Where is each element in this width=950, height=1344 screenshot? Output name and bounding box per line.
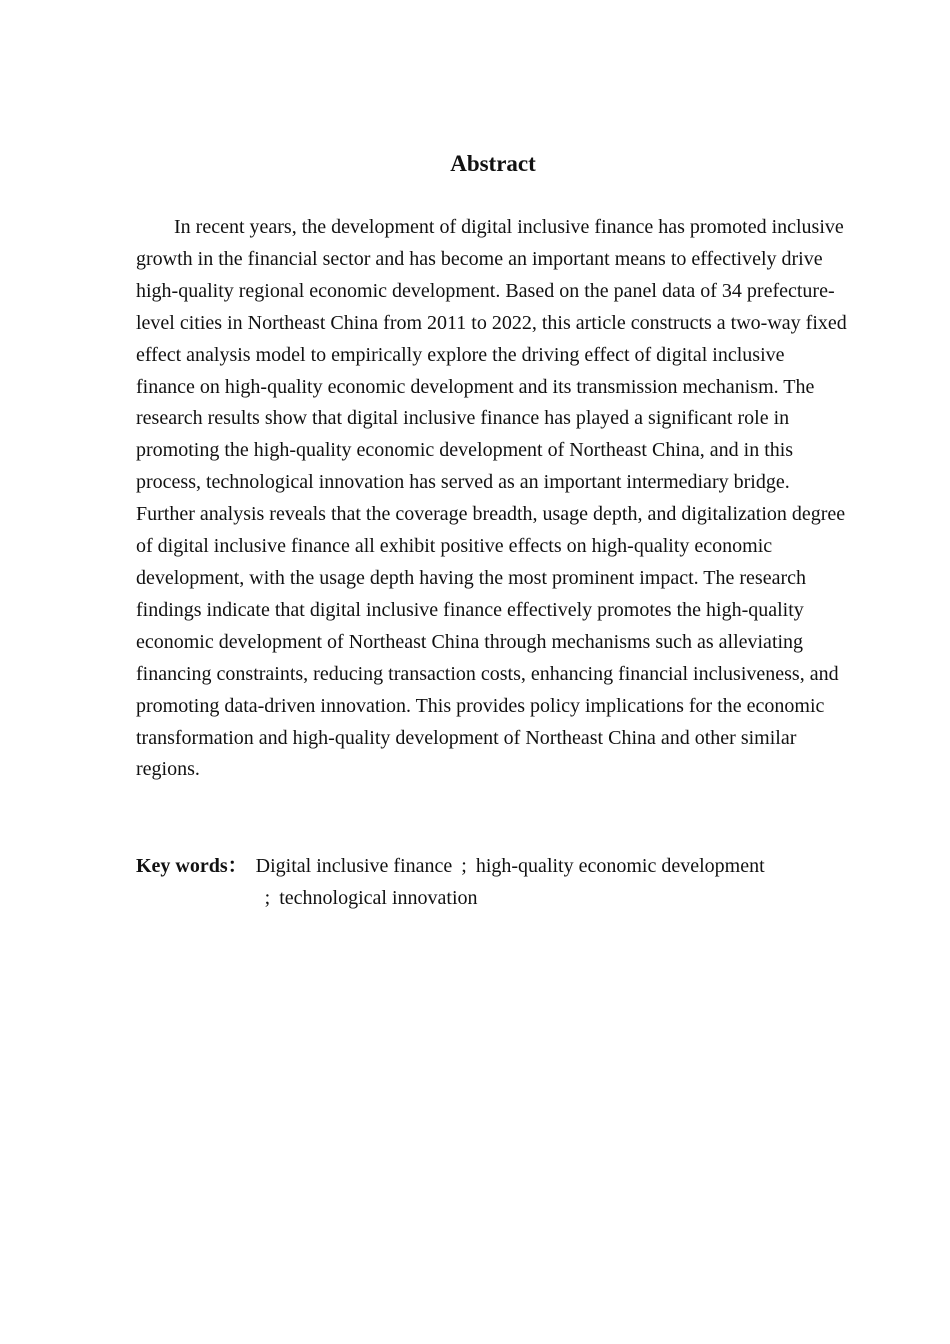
abstract-body: In recent years, the development of digital inclusive finance has promoted inclusive growth in the financial sector and has become an important means to effectively drive high-quality regional economic development. Based on the panel data of 34 prefecture-level cities in Northeast China from 2011 to 2022, this article constructs a two-way fixed effect analysis model to empirically explore the driving effect of digital inclusive finance on high-quality economic development and its transmission mechanism. The research results show that digital inclusive finance has played a significant role in promoting the high-quality economic development of Northeast China, and in this process, technological innovation has served as an important intermediary bridge. Further analysis reveals that the coverage breadth, usage depth, and digitalization degree of digital inclusive finance all exhibit positive effects on high-quality economic development, with the usage depth having the most prominent impact. The research findings indicate that digital inclusive finance effectively promotes the high-quality economic development of Northeast China through mechanisms such as alleviating financing constraints, reducing transaction costs, enhancing financial inclusiveness, and promoting data-driven innovation. This provides policy implications for the economic transformation and high-quality development of Northeast China and other similar regions. [136,216,847,781]
keyword-item: high-quality economic development [475,855,765,877]
keyword-separator: ; [461,855,467,877]
abstract-title: Abstract [450,151,536,176]
keyword-item: technological innovation [279,886,478,909]
keywords-section [136,851,848,915]
keywords-label: Key words： [136,855,248,877]
keyword-item: Digital inclusive finance [255,855,453,877]
keywords-list [256,851,848,915]
keyword-separator: ; [264,886,271,909]
